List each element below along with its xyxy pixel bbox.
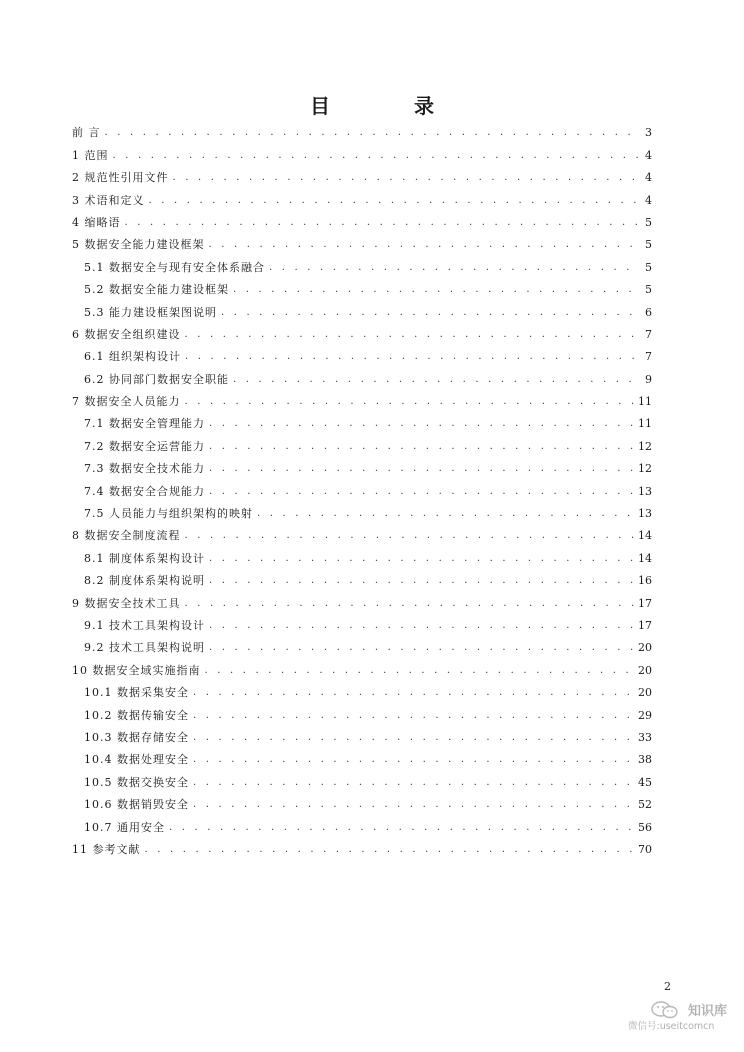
toc-entry[interactable]	[72, 387, 652, 409]
toc-entry-title: 10.3 数据存储安全	[84, 730, 189, 744]
page-title: 目 录	[310, 94, 466, 118]
toc-entry[interactable]	[72, 499, 652, 521]
toc-dot-leader	[233, 283, 638, 297]
toc-entry-page: 11	[638, 395, 652, 409]
toc-entry[interactable]	[72, 275, 652, 297]
toc-entry[interactable]	[72, 118, 652, 140]
watermark	[628, 998, 738, 1034]
watermark-wechat-id: 微信号:useitcomcn	[628, 1021, 715, 1032]
toc-entry[interactable]	[72, 611, 652, 633]
toc-entry-page: 20	[638, 686, 652, 700]
toc-entry[interactable]	[72, 790, 652, 812]
toc-entry-page: 12	[638, 462, 652, 476]
toc-entry-page: 16	[638, 574, 652, 588]
watermark-brand: 知识库	[688, 1004, 728, 1019]
toc-entry-title: 1 范围	[72, 148, 109, 162]
toc-dot-leader	[185, 529, 635, 543]
toc-entry-title: 10.4 数据处理安全	[84, 753, 189, 767]
toc-entry-title: 10.2 数据传输安全	[84, 708, 189, 722]
toc-dot-leader	[193, 709, 634, 723]
toc-entry-page: 7	[645, 350, 652, 364]
toc-entry-title: 4 缩略语	[72, 215, 121, 229]
toc-entry-title: 11 参考文献	[72, 842, 141, 856]
toc-dot-leader	[209, 417, 634, 431]
toc-entry-title: 10.1 数据采集安全	[84, 686, 189, 700]
toc-entry-title: 7.1 数据安全管理能力	[84, 417, 205, 431]
toc-entry-page: 7	[645, 327, 652, 341]
toc-entry-page: 4	[645, 193, 652, 207]
toc-entry-page: 29	[638, 708, 652, 722]
toc-entry-title: 10.5 数据交换安全	[84, 775, 189, 789]
table-of-contents	[72, 118, 652, 857]
toc-entry[interactable]	[72, 163, 652, 185]
toc-entry-page: 6	[645, 305, 652, 319]
toc-entry[interactable]	[72, 342, 652, 364]
toc-entry-page: 13	[638, 507, 652, 521]
toc-entry[interactable]	[72, 364, 652, 386]
toc-entry-title: 6.1 组织架构设计	[84, 350, 181, 364]
toc-entry[interactable]	[72, 521, 652, 543]
toc-dot-leader	[145, 843, 635, 857]
toc-entry-page: 33	[638, 730, 652, 744]
toc-entry-page: 38	[638, 753, 652, 767]
toc-entry-title: 9.1 技术工具架构设计	[84, 618, 205, 632]
toc-dot-leader	[169, 821, 634, 835]
toc-dot-leader	[149, 194, 639, 208]
toc-entry-page: 5	[645, 238, 652, 252]
toc-entry[interactable]	[72, 208, 652, 230]
toc-entry-page: 45	[638, 775, 652, 789]
toc-dot-leader	[125, 216, 639, 230]
toc-entry[interactable]	[72, 700, 652, 722]
toc-entry-title: 9 数据安全技术工具	[72, 596, 181, 610]
toc-entry[interactable]	[72, 431, 652, 453]
toc-entry-page: 52	[638, 798, 652, 812]
toc-entry[interactable]	[72, 566, 652, 588]
toc-entry-title: 8 数据安全制度流程	[72, 529, 181, 543]
toc-dot-leader	[209, 485, 634, 499]
toc-entry-page: 5	[645, 260, 652, 274]
toc-entry-title: 10 数据安全域实施指南	[72, 663, 201, 677]
toc-dot-leader	[193, 731, 634, 745]
toc-entry-page: 20	[638, 641, 652, 655]
toc-entry-title: 2 规范性引用文件	[72, 171, 169, 185]
toc-entry-page: 4	[645, 171, 652, 185]
wechat-icon	[650, 1000, 680, 1020]
toc-entry[interactable]	[72, 476, 652, 498]
toc-dot-leader	[257, 507, 634, 521]
toc-dot-leader	[185, 597, 635, 611]
toc-entry-title: 7 数据安全人员能力	[72, 395, 181, 409]
toc-entry-title: 10.6 数据销毁安全	[84, 798, 189, 812]
toc-entry-page: 17	[638, 618, 652, 632]
toc-entry[interactable]	[72, 723, 652, 745]
toc-entry-page: 56	[638, 820, 652, 834]
toc-entry[interactable]	[72, 633, 652, 655]
toc-entry-page: 14	[638, 529, 652, 543]
toc-entry-title: 7.2 数据安全运营能力	[84, 439, 205, 453]
toc-entry[interactable]	[72, 185, 652, 207]
toc-entry-page: 11	[638, 417, 652, 431]
toc-entry-title: 5.2 数据安全能力建设框架	[84, 283, 229, 297]
toc-dot-leader	[193, 798, 634, 812]
toc-dot-leader	[105, 126, 639, 140]
toc-entry[interactable]	[72, 140, 652, 162]
toc-entry-page: 13	[638, 484, 652, 498]
toc-entry-title: 5 数据安全能力建设框架	[72, 238, 205, 252]
toc-entry-page: 5	[645, 283, 652, 297]
toc-entry-title: 7.4 数据安全合规能力	[84, 484, 205, 498]
toc-entry-title: 6.2 协同部门数据安全职能	[84, 372, 229, 386]
toc-dot-leader	[269, 261, 638, 275]
toc-entry-title: 9.2 技术工具架构说明	[84, 641, 205, 655]
toc-entry-title: 前 言	[72, 126, 101, 140]
toc-entry-title: 10.7 通用安全	[84, 820, 165, 834]
toc-entry-page: 9	[645, 372, 652, 386]
toc-entry[interactable]	[72, 655, 652, 677]
toc-entry[interactable]	[72, 252, 652, 274]
toc-dot-leader	[209, 238, 639, 252]
toc-entry[interactable]	[72, 835, 652, 857]
toc-entry-page: 14	[638, 551, 652, 565]
toc-dot-leader	[193, 776, 634, 790]
toc-dot-leader	[209, 574, 634, 588]
toc-entry-title: 6 数据安全组织建设	[72, 327, 181, 341]
toc-dot-leader	[113, 149, 639, 163]
toc-entry-title: 3 术语和定义	[72, 193, 145, 207]
toc-entry[interactable]	[72, 678, 652, 700]
toc-entry[interactable]	[72, 767, 652, 789]
toc-entry[interactable]	[72, 297, 652, 319]
toc-entry-title: 7.5 人员能力与组织架构的映射	[84, 507, 253, 521]
toc-dot-leader	[185, 395, 635, 409]
toc-entry-title: 5.1 数据安全与现有安全体系融合	[84, 260, 265, 274]
toc-entry-page: 3	[645, 126, 652, 140]
toc-dot-leader	[209, 641, 634, 655]
toc-entry[interactable]	[72, 812, 652, 834]
toc-entry-page: 20	[638, 663, 652, 677]
toc-dot-leader	[233, 373, 638, 387]
toc-entry-title: 7.3 数据安全技术能力	[84, 462, 205, 476]
toc-dot-leader	[209, 440, 634, 454]
toc-entry[interactable]	[72, 320, 652, 342]
toc-entry-title: 8.1 制度体系架构设计	[84, 551, 205, 565]
toc-entry-page: 17	[638, 596, 652, 610]
toc-dot-leader	[193, 753, 634, 767]
toc-entry[interactable]	[72, 588, 652, 610]
toc-entry[interactable]	[72, 409, 652, 431]
toc-dot-leader	[185, 328, 639, 342]
toc-entry[interactable]	[72, 454, 652, 476]
toc-dot-leader	[209, 619, 634, 633]
toc-entry[interactable]	[72, 230, 652, 252]
toc-dot-leader	[209, 462, 634, 476]
toc-entry-title: 5.3 能力建设框架图说明	[84, 305, 217, 319]
toc-dot-leader	[209, 552, 634, 566]
toc-entry-page: 70	[638, 842, 652, 856]
toc-entry[interactable]	[72, 745, 652, 767]
toc-entry-page: 4	[645, 148, 652, 162]
toc-dot-leader	[173, 171, 639, 185]
toc-dot-leader	[185, 350, 638, 364]
toc-dot-leader	[221, 306, 638, 320]
page-number: 2	[664, 980, 671, 993]
toc-dot-leader	[205, 664, 635, 678]
toc-entry-page: 5	[645, 215, 652, 229]
toc-entry-page: 12	[638, 439, 652, 453]
toc-dot-leader	[193, 686, 634, 700]
toc-entry[interactable]	[72, 543, 652, 565]
toc-entry-title: 8.2 制度体系架构说明	[84, 574, 205, 588]
